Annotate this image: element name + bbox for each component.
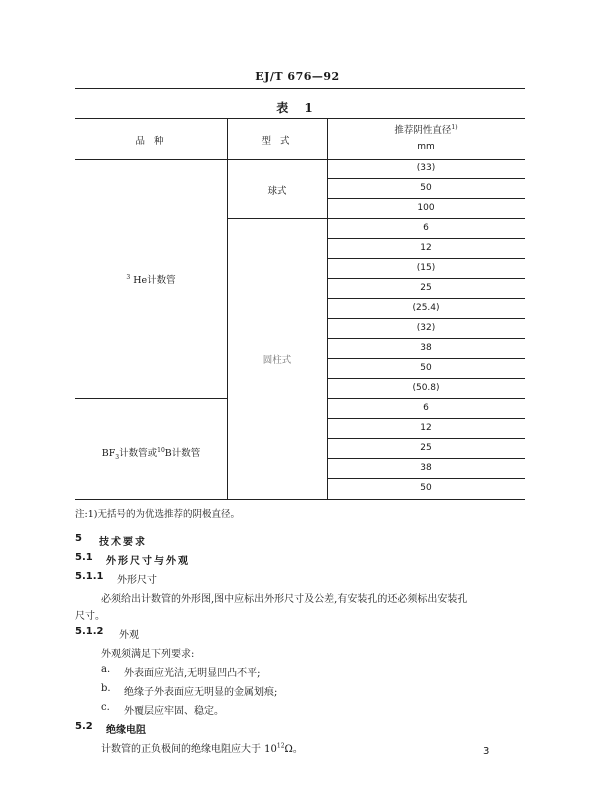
row-divider (327, 218, 525, 219)
product-group-divider (75, 398, 227, 399)
header-diameter (327, 122, 525, 136)
page-number: 3 (483, 746, 490, 757)
insulation-exponent: 12 (276, 742, 285, 750)
list-item-text: 外覆层应牢固、稳定。 (124, 706, 224, 717)
diameter-value: 12 (420, 423, 432, 433)
insulation-text: 计数管的正负极间的绝缘电阻应大于 10 (101, 744, 277, 755)
table-footnote: 注:1)无括号的为优选推荐的阴极直径。 (75, 509, 240, 520)
row-divider (327, 318, 525, 319)
row-divider (327, 378, 525, 379)
table-bottom-border (75, 499, 525, 500)
row-divider (327, 238, 525, 239)
list-item-marker: c. (101, 702, 110, 713)
row-divider (327, 278, 525, 279)
section-5-1-1-body: 必须给出计数管的外形图,图中应标出外形尺寸及公差,有安装孔的还必须标出安装孔 (101, 594, 468, 605)
diameter-value: (25.4) (412, 303, 440, 313)
list-item-text: 绝缘子外表面应无明显的金属划痕; (124, 687, 278, 698)
diameter-value: 50 (420, 363, 432, 373)
header-diameter-unit: mm (417, 142, 435, 152)
table-col-divider-1 (227, 118, 228, 499)
diameter-value: 12 (420, 243, 432, 253)
section-5-1-1-title: 外形尺寸 (117, 575, 157, 586)
row-divider (327, 358, 525, 359)
table-title: 表 1 (276, 101, 319, 115)
section-5-1-1-body-cont: 尺寸。 (75, 611, 105, 622)
diameter-value: 100 (417, 203, 435, 213)
section-5-1-2-title: 外观 (119, 630, 139, 641)
section-5-1-number: 5.1 (75, 552, 93, 563)
insulation-unit: Ω。 (284, 744, 303, 755)
section-5-1-title: 外形尺寸与外观 (106, 556, 190, 567)
row-divider (327, 258, 525, 259)
diameter-value: 25 (420, 283, 432, 293)
section-5-1-2-intro: 外观须满足下列要求: (101, 649, 195, 660)
diameter-value: 6 (423, 403, 429, 413)
diameter-value: 50 (420, 183, 432, 193)
row-divider (327, 178, 525, 179)
diameter-value: 50 (420, 483, 432, 493)
list-item-text: 外表面应光洁,无明显凹凸不平; (124, 668, 261, 679)
row-divider (327, 398, 525, 399)
list-item-marker: a. (101, 664, 111, 675)
isotope-mass-b: 10 (157, 446, 165, 454)
diameter-value: (50.8) (412, 383, 440, 393)
product-he-label: He计数管 (133, 275, 176, 286)
product-bf-formula: BF (101, 448, 116, 459)
diameter-value: 38 (420, 343, 432, 353)
product-bf-counter (75, 445, 227, 461)
table-header-bottom (75, 159, 525, 160)
isotope-mass-he: 3 (126, 273, 131, 281)
section-5-title: 技术要求 (99, 537, 147, 548)
section-5-1-1-number: 5.1.1 (75, 571, 104, 582)
diameter-value: 25 (420, 443, 432, 453)
standard-code: EJ/T 676—92 (255, 70, 340, 83)
row-divider (327, 438, 525, 439)
table-top-border (75, 118, 525, 119)
header-product: 品 种 (135, 136, 167, 147)
type-ball: 球式 (267, 186, 287, 197)
diameter-value: (32) (416, 323, 436, 333)
row-divider (327, 478, 525, 479)
diameter-value: (33) (416, 163, 436, 173)
diameter-value: (15) (416, 263, 436, 273)
list-item-marker: b. (101, 683, 111, 694)
row-divider (327, 338, 525, 339)
header-diameter-footnote: 1) (451, 123, 458, 131)
row-divider (327, 418, 525, 419)
section-5-1-2-number: 5.1.2 (75, 626, 104, 637)
header-type: 型 式 (261, 136, 293, 147)
row-divider (327, 458, 525, 459)
product-b-label: B计数管 (164, 448, 201, 459)
diameter-value: 6 (423, 223, 429, 233)
row-divider (327, 198, 525, 199)
section-5-2-body (101, 740, 303, 755)
product-bf-connector: 计数管或 (119, 448, 158, 459)
type-cylinder: 圆柱式 (262, 355, 292, 366)
section-5-number: 5 (75, 533, 82, 544)
header-diameter-label: 推荐阴性直径 (394, 125, 452, 136)
section-5-2-number: 5.2 (75, 721, 93, 732)
section-5-2-title: 绝缘电阻 (106, 725, 146, 736)
type-group-divider (227, 218, 327, 219)
diameter-value: 38 (420, 463, 432, 473)
product-he-counter (75, 272, 227, 286)
row-divider (327, 298, 525, 299)
product-bf-subscript: 3 (115, 453, 120, 461)
header-rule (75, 88, 525, 89)
